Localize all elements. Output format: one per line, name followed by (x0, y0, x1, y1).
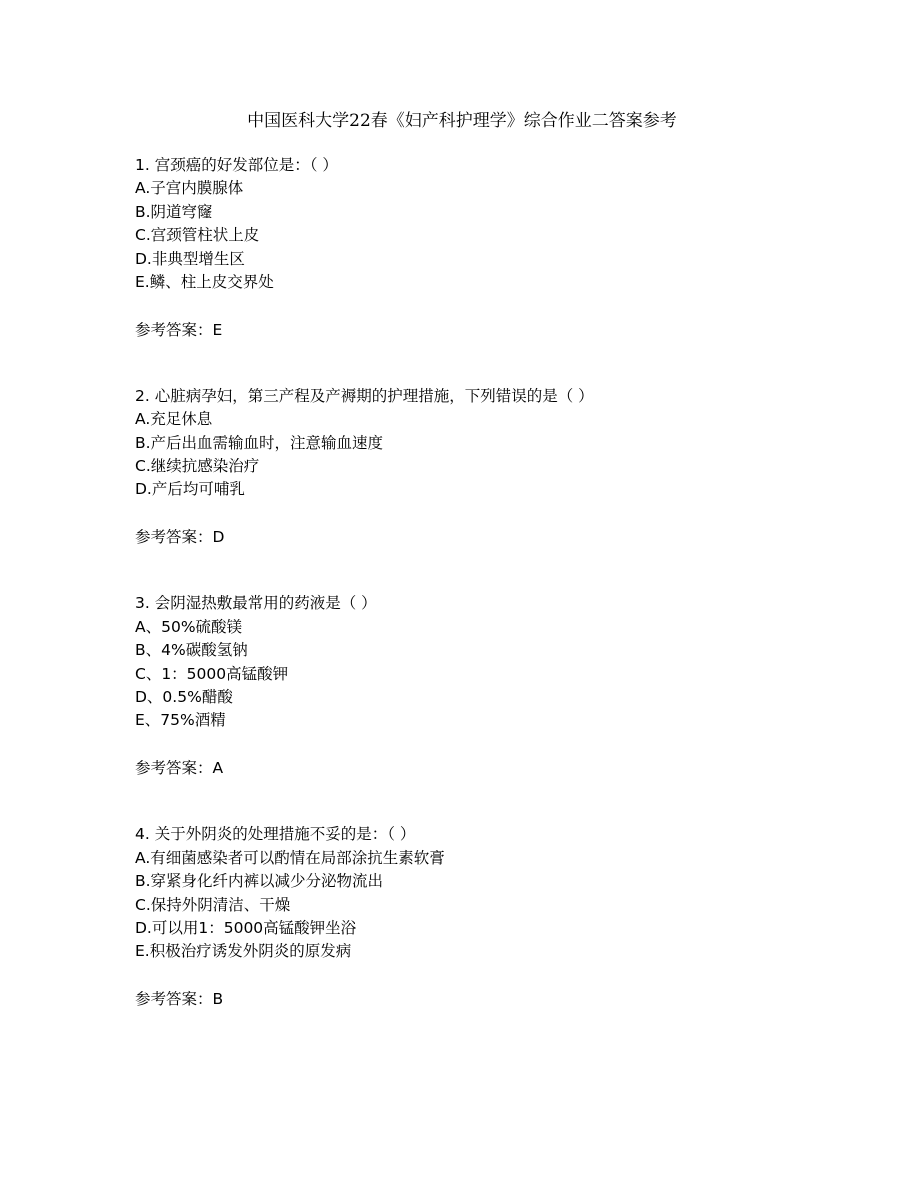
question-stem: 2. 心脏病孕妇，第三产程及产褥期的护理措施，下列错误的是（ ） (135, 386, 594, 405)
question-option: A.充足休息 (135, 410, 213, 429)
question-option: A.子宫内膜腺体 (135, 179, 244, 198)
reference-answer: 参考答案：E (135, 320, 223, 339)
question-option: A、50%硫酸镁 (135, 617, 243, 636)
question-option: D、0.5%醋酸 (135, 688, 233, 707)
reference-answer: 参考答案：D (135, 528, 225, 547)
question-option: D.产后均可哺乳 (135, 480, 245, 499)
question-option: D.可以用1：5000高锰酸钾坐浴 (135, 918, 357, 937)
question-option: C、1：5000高锰酸钾 (135, 664, 289, 683)
question-option: C.保持外阴清洁、干燥 (135, 895, 291, 914)
question-option: B.产后出血需输血时，注意输血速度 (135, 433, 384, 452)
question-block (135, 154, 835, 342)
question-option: C.宫颈管柱状上皮 (135, 226, 260, 245)
question-option: C.继续抗感染治疗 (135, 457, 260, 476)
question-option: E.鳞、柱上皮交界处 (135, 272, 274, 291)
question-block (135, 823, 835, 1011)
question-option: E.积极治疗诱发外阴炎的原发病 (135, 942, 352, 961)
question-stem: 1. 宫颈癌的好发部位是：（ ） (135, 156, 338, 174)
reference-answer: 参考答案：B (135, 990, 224, 1009)
question-option: B.阴道穹窿 (135, 202, 213, 221)
question-stem: 3. 会阴湿热敷最常用的药液是（ ） (135, 594, 377, 613)
question-option: D.非典型增生区 (135, 249, 245, 268)
question-block (135, 385, 835, 550)
document-title: 中国医科大学22春《妇产科护理学》综合作业二答案参考 (247, 111, 677, 131)
question-option: A.有细菌感染者可以酌情在局部涂抗生素软膏 (135, 848, 445, 867)
question-option: B、4%碳酸氢钠 (135, 641, 248, 660)
question-option: E、75%酒精 (135, 711, 226, 730)
question-list (135, 154, 835, 1054)
question-block (135, 592, 835, 780)
question-option: B.穿紧身化纤内裤以减少分泌物流出 (135, 872, 384, 891)
question-stem: 4. 关于外阴炎的处理措施不妥的是：（ ） (135, 825, 416, 844)
reference-answer: 参考答案：A (135, 759, 224, 778)
